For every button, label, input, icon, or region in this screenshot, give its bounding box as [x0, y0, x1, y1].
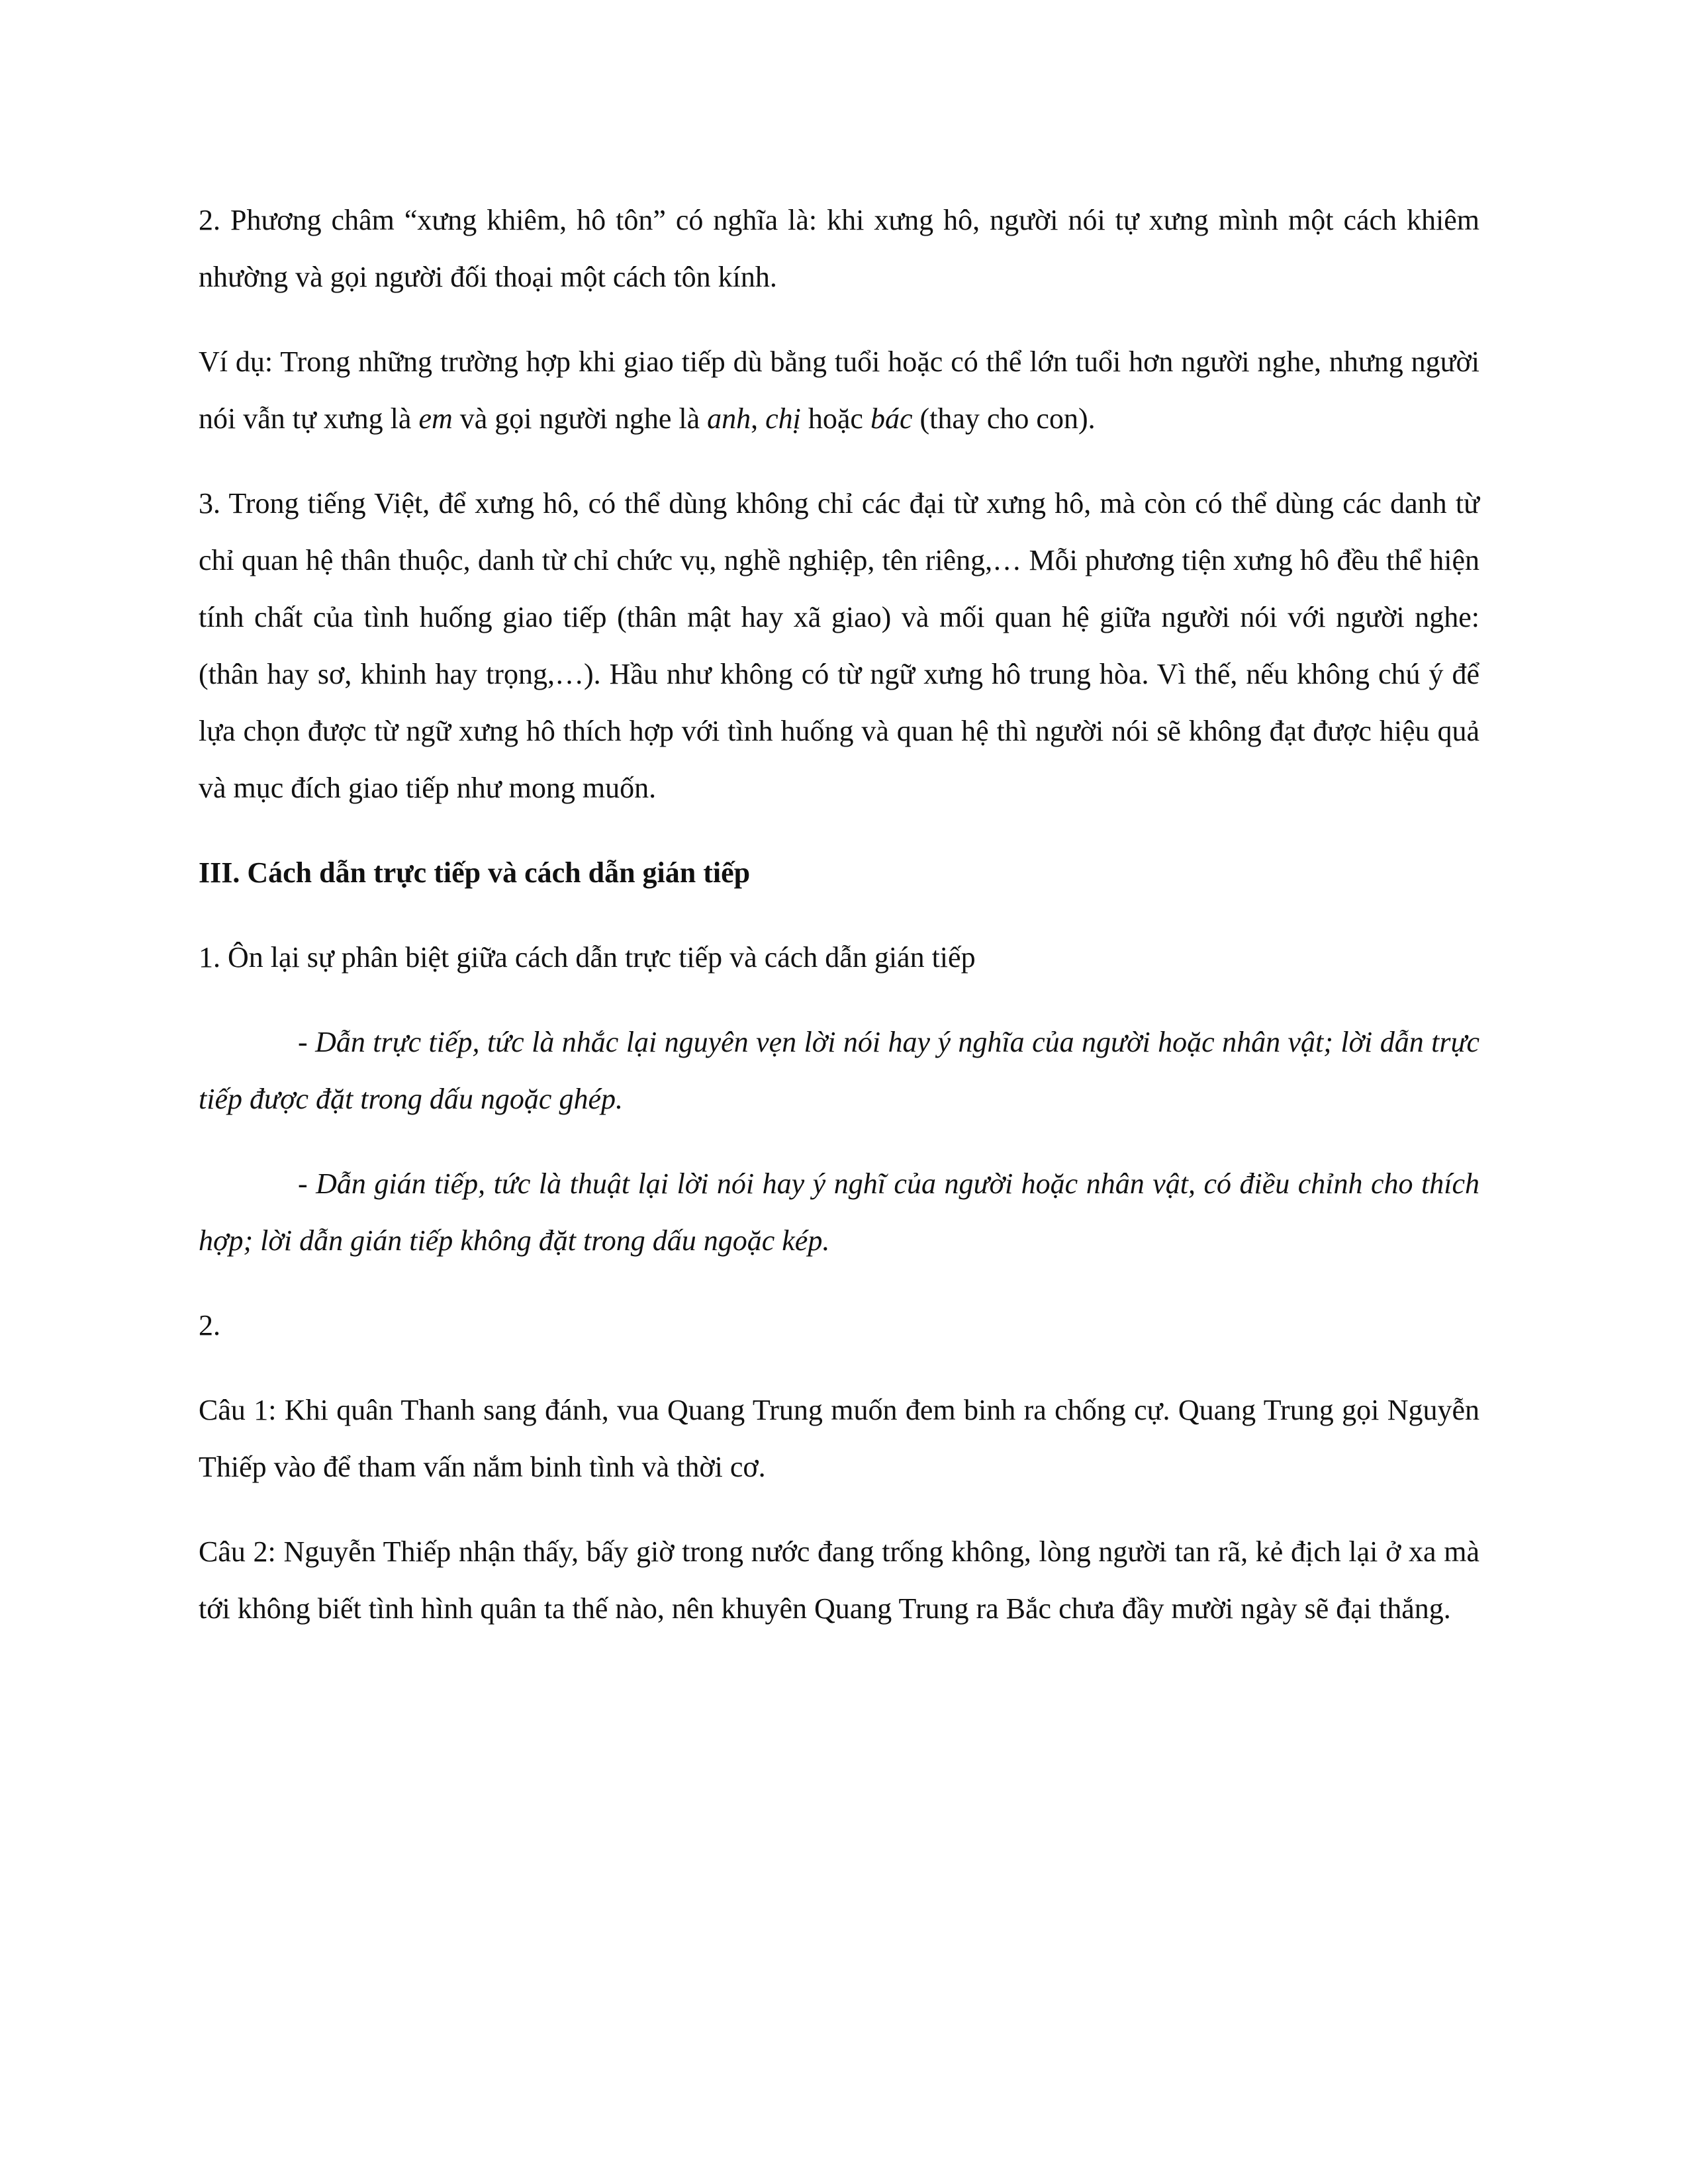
sentence-2: Câu 2: Nguyễn Thiếp nhận thấy, bấy giờ trong nước đang trống không, lòng người tan rã, kẻ địch lại ở xa mà tới không biết tình hình quân ta thế nào, nên khuyên Quang Trung ra Bắc chưa đầy mười ngày sẽ đại thắng.	[199, 1535, 1479, 1625]
example-text: Ví dụ: Trong những trường hợp khi giao tiếp dù bằng tuổi hoặc có thể lớn tuổi hơn người nghe, nhưng người nói vẫn tự xưng là	[199, 345, 1479, 435]
sentence-1: Câu 1: Khi quân Thanh sang đánh, vua Quang Trung muốn đem binh ra chống cự. Quang Trung gọi Nguyễn Thiếp vào để tham vấn nắm binh tình và thời cơ.	[199, 1394, 1479, 1483]
document-page	[199, 192, 1479, 1665]
paragraph-principle: 2. Phương châm “xưng khiêm, hô tôn” có nghĩa là: khi xưng hô, người nói tự xưng mình một cách khiêm nhường và gọi người đối thoại một cách tôn kính.	[199, 204, 1479, 293]
example-text: ,	[751, 402, 766, 435]
example-text: và gọi người nghe là	[452, 402, 708, 435]
paragraph-addressing-means: 3. Trong tiếng Việt, để xưng hô, có thể dùng không chỉ các đại từ xưng hô, mà còn có thể dùng các danh từ chỉ quan hệ thân thuộc, danh từ chỉ chức vụ, nghề nghiệp, tên riêng,… Mỗi phương tiện xưng hô đều thể hiện tính chất của tình huống giao tiếp (thân mật hay xã giao) và mối quan hệ giữa người nói với người nghe: (thân hay sơ, khinh hay trọng,…). Hầu như không có từ ngữ xưng hô trung hòa. Vì thế, nếu không chú ý để lựa chọn được từ ngữ xưng hô thích hợp với tình huống và quan hệ thì người nói sẽ không đạt được hiệu quả và mục đích giao tiếp như mong muốn.	[199, 487, 1479, 804]
item-number-2: 2.	[199, 1309, 220, 1342]
paragraph-example	[199, 334, 1479, 447]
example-word-bac: bác	[870, 402, 913, 435]
item-review: 1. Ôn lại sự phân biệt giữa cách dẫn trực tiếp và cách dẫn gián tiếp	[199, 941, 976, 974]
definition-direct-quote: - Dẫn trực tiếp, tức là nhắc lại nguyên vẹn lời nói hay ý nghĩa của người hoặc nhân vật; lời dẫn trực tiếp được đặt trong dấu ngoặc ghép.	[199, 1026, 1479, 1115]
example-word-anh: anh	[707, 402, 751, 435]
section-heading: III. Cách dẫn trực tiếp và cách dẫn gián tiếp	[199, 856, 751, 889]
example-word-chi: chị	[765, 402, 801, 435]
definition-indirect-quote: - Dẫn gián tiếp, tức là thuật lại lời nói hay ý nghĩ của người hoặc nhân vật, có điều chỉnh cho thích hợp; lời dẫn gián tiếp không đặt trong dấu ngoặc kép.	[199, 1167, 1479, 1257]
example-text: (thay cho con).	[912, 402, 1096, 435]
example-text: hoặc	[800, 402, 870, 435]
example-word-em: em	[418, 402, 453, 435]
